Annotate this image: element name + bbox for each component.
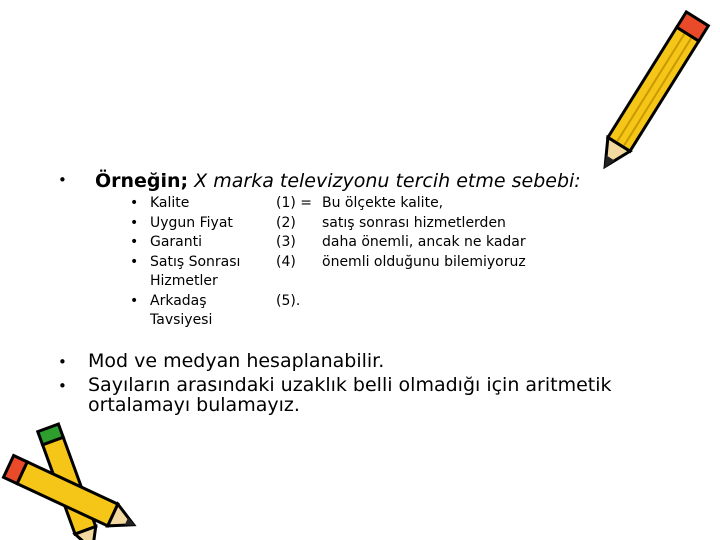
rank-value: (2) — [276, 214, 296, 231]
list-item: • Uygun Fiyat — [130, 214, 233, 231]
list-item: • Kalite — [130, 195, 190, 211]
rank-value: (4) — [276, 253, 296, 270]
note-line: satış sonrası hizmetlerden — [322, 214, 506, 231]
rank-value: (1) = — [276, 195, 313, 211]
factor-label: Uygun Fiyat — [150, 214, 233, 231]
factor-label: Garanti — [150, 234, 203, 250]
bullet: • — [58, 353, 67, 371]
conclusion-item — [58, 352, 384, 372]
rank-value: (5). — [276, 292, 301, 309]
scale-note — [322, 194, 526, 272]
list-item: • Arkadaş Tavsiyesi — [130, 292, 213, 328]
list-item: • Garanti — [130, 234, 203, 250]
example-title-bold: Örneğin; — [94, 170, 189, 192]
factor-label-line1: Satış Sonrası — [150, 253, 241, 270]
conclusion-text: Mod ve medyan hesaplanabilir. — [88, 350, 385, 372]
rank-value: (3) — [276, 234, 296, 250]
note-line: Bu ölçekte kalite, — [322, 195, 444, 211]
pencil-icon-top-right — [592, 0, 720, 170]
rank-column — [276, 194, 312, 311]
example-heading — [58, 170, 581, 192]
note-line: daha önemli, ancak ne kadar — [322, 234, 526, 250]
list-item: • Satış Sonrası Hizmetler — [130, 253, 241, 289]
example-title-rest: X marka televizyonu tercih etme sebebi: — [188, 170, 581, 192]
conclusion-text-line2: ortalamayı bulamayız. — [88, 394, 300, 416]
bullet: • — [58, 171, 67, 189]
note-line: önemli olduğunu bilemiyoruz — [322, 253, 526, 270]
factor-label-line2: Hizmetler — [150, 273, 218, 289]
conclusion-item — [58, 376, 612, 415]
conclusion-text-line1: Sayıların arasındaki uzaklık belli olmadığı için aritmetik — [88, 374, 612, 396]
pencil-icon-bottom-left-red — [0, 448, 150, 540]
factor-label: Kalite — [150, 195, 190, 211]
factor-label-line2: Tavsiyesi — [150, 312, 213, 328]
bullet: • — [58, 377, 67, 395]
factor-label-line1: Arkadaş — [150, 292, 207, 309]
factors-list — [130, 194, 240, 331]
